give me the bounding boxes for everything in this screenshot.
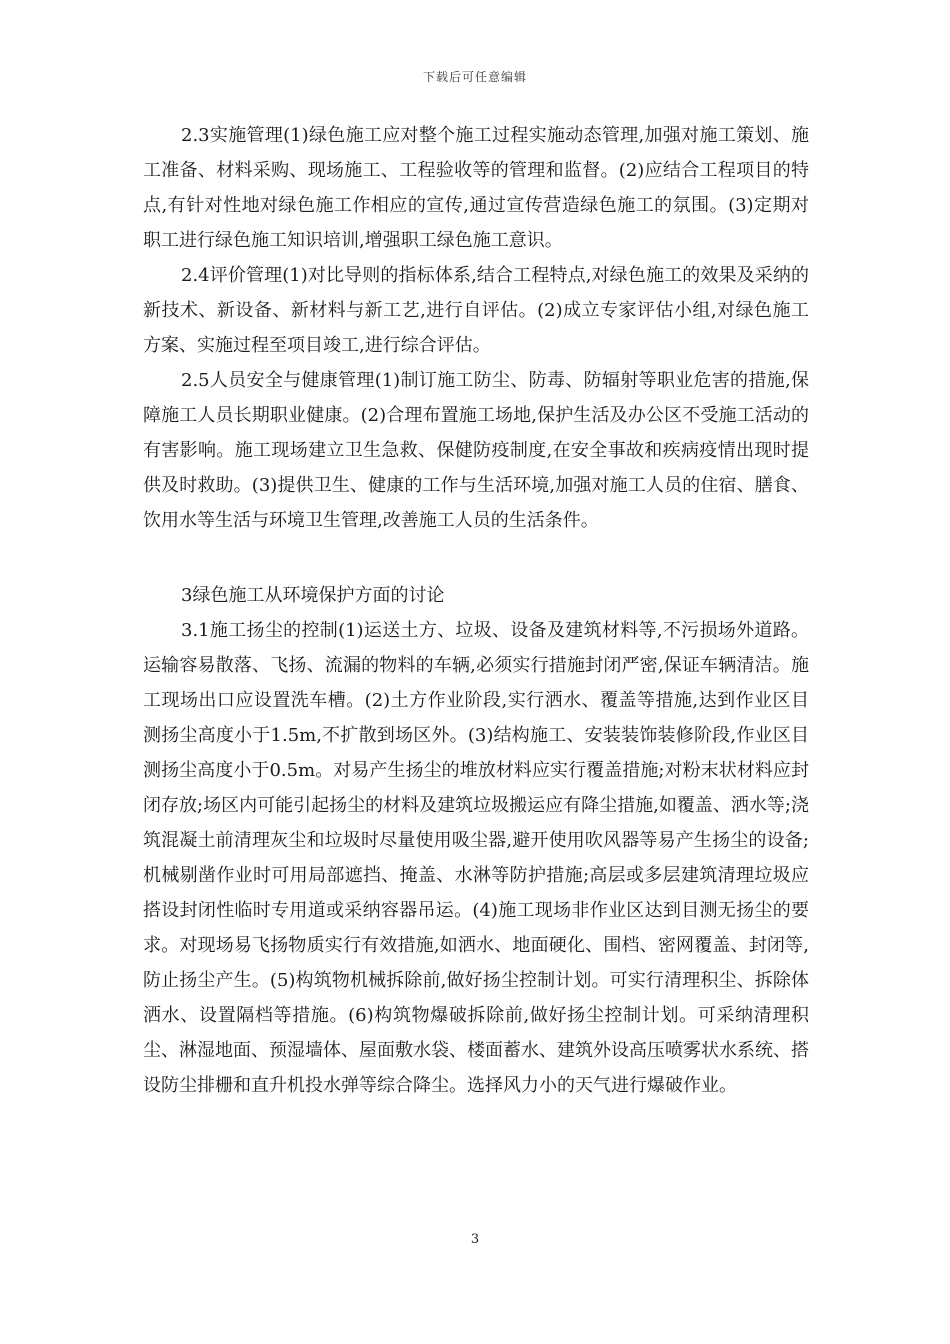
paragraph-2-4-evaluation-management: 2.4评价管理(1)对比导则的指标体系,结合工程特点,对绿色施工的效果及采纳的新技术、新设备、新材料与新工艺,进行自评估。(2)成立专家评估小组,对绿色施工方案、实施过程至项目竣工,进行综合评估。 [143,265,809,356]
paragraph-2-5-personnel-safety-health: 2.5人员安全与健康管理(1)制订施工防尘、防毒、防辐射等职业危害的措施,保障施工人员长期职业健康。(2)合理布置施工场地,保护生活及办公区不受施工活动的有害影响。施工现场建立卫生急救、保健防疫制度,在安全事故和疾病疫情出现时提供及时救助。(3)提供卫生、健康的工作与生活环境,加强对施工人员的住宿、膳食、饮用水等生活与环境卫生管理,改善施工人员的生活条件。 [143,370,809,531]
page-number: 3 [470,1232,480,1247]
page-header: 下载后可任意编辑 [422,70,527,84]
section-heading-3: 3绿色施工从环境保护方面的讨论 [181,585,445,606]
paragraph-2-3-implementation-management: 2.3实施管理(1)绿色施工应对整个施工过程实施动态管理,加强对施工策划、施工准备、材料采购、现场施工、工程验收等的管理和监督。(2)应结合工程项目的特点,有针对性地对绿色施工作相应的宣传,通过宣传营造绿色施工的氛围。(3)定期对职工进行绿色施工知识培训,增强职工绿色施工意识。 [143,125,809,251]
document-body [143,118,809,1103]
paragraph-3-1-dust-control: 3.1施工扬尘的控制(1)运送土方、垃圾、设备及建筑材料等,不污损场外道路。运输容易散落、飞扬、流漏的物料的车辆,必须实行措施封闭严密,保证车辆清洁。施工现场出口应设置洗车槽。(2)土方作业阶段,实行洒水、覆盖等措施,达到作业区目测扬尘高度小于1.5m,不扩散到场区外。(3)结构施工、安装装饰装修阶段,作业区目测扬尘高度小于0.5m。对易产生扬尘的堆放材料应实行覆盖措施;对粉末状材料应封闭存放;场区内可能引起扬尘的材料及建筑垃圾搬运应有降尘措施,如覆盖、洒水等;浇筑混凝土前清理灰尘和垃圾时尽量使用吸尘器,避开使用吹风器等易产生扬尘的设备;机械剔凿作业时可用局部遮挡、掩盖、水淋等防护措施;高层或多层建筑清理垃圾应搭设封闭性临时专用道或采纳容器吊运。(4)施工现场非作业区达到目测无扬尘的要求。对现场易飞扬物质实行有效措施,如洒水、地面硬化、围档、密网覆盖、封闭等,防止扬尘产生。(5)构筑物机械拆除前,做好扬尘控制计划。可实行清理积尘、拆除体洒水、设置隔档等措施。(6)构筑物爆破拆除前,做好扬尘控制计划。可采纳清理积尘、淋湿地面、预湿墙体、屋面敷水袋、楼面蓄水、建筑外设高压喷雾状水系统、搭设防尘排栅和直升机投水弹等综合降尘。选择风力小的天气进行爆破作业。 [143,620,809,1096]
